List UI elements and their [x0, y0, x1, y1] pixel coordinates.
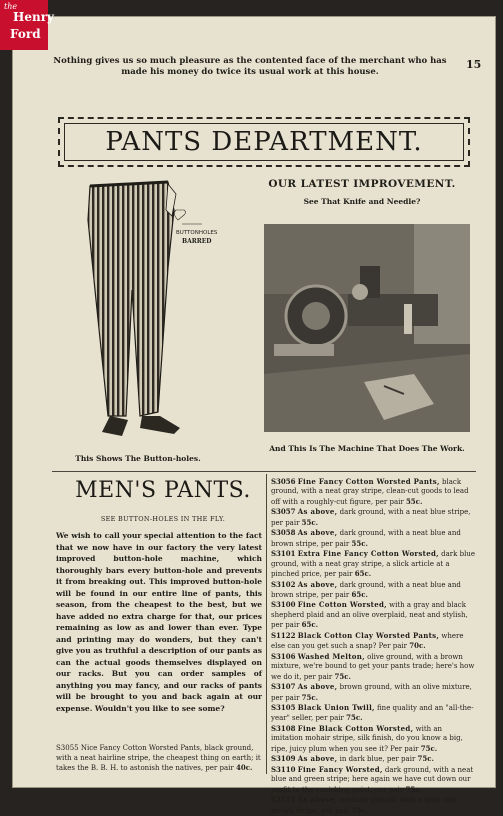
list-item	[271, 765, 475, 795]
list-item	[271, 682, 475, 703]
list-item	[271, 507, 475, 528]
column-divider	[266, 474, 267, 774]
item-name: As above,	[297, 754, 338, 764]
item-code: S3108	[271, 723, 296, 733]
item-code: S3106	[271, 651, 296, 661]
item-description: dark ground, with a neat blue and brown stripe, per pair	[271, 580, 461, 599]
page-number: 15	[466, 58, 482, 71]
item-description: fine quality and an "all-the-year" seller, per pair	[271, 703, 474, 723]
item-price: 75c.	[334, 671, 351, 681]
item-description: dark blue ground, with a neat gray stripe, a slick article at a pinched price, per pair	[271, 550, 475, 579]
logo-henry: Henry	[13, 10, 54, 24]
item-code: S3057	[271, 507, 296, 517]
mens-pants-subtitle: SEE BUTTON-HOLES IN THE FLY.	[100, 515, 226, 523]
item-code: S3101	[271, 549, 296, 559]
list-item	[271, 652, 475, 682]
machine-photo	[264, 224, 470, 432]
item-name: As above,	[297, 682, 338, 692]
item-price: 75c.	[351, 805, 368, 815]
item-code: S3107	[271, 682, 296, 692]
item-description: dark ground, with a neat blue stripe, per pair	[271, 508, 471, 527]
buttonhole-tag-line2: BARRED	[182, 238, 212, 245]
item-code: S3055	[56, 744, 79, 752]
item-description: with a gray and black shepherd plaid and an olive overplaid, neat and stylish, per pair	[271, 601, 468, 630]
item-name: As above,	[297, 795, 338, 805]
photo-caption: And This Is The Machine That Does The Work.	[269, 444, 465, 453]
item-code: S3110	[271, 764, 296, 774]
item-name: As above,	[297, 579, 338, 589]
item-name: Black Union Twill,	[297, 702, 375, 712]
item-name: Fine Cotton Worsted,	[297, 600, 387, 610]
department-banner	[58, 117, 470, 167]
list-item	[271, 703, 475, 724]
item-description: where else can you get such a snap? Per pair	[271, 631, 464, 651]
item-price: 55c.	[301, 517, 319, 527]
catalog-page	[12, 16, 496, 815]
item-code: S3058	[271, 528, 296, 538]
item-price: 75c.	[405, 784, 422, 794]
department-title: PANTS DEPARTMENT.	[64, 123, 464, 161]
buttonhole-tag-line1: BUTTONHOLES	[176, 230, 218, 236]
pointing-hand-icon	[174, 210, 185, 220]
item-code: S3109	[271, 754, 296, 764]
item-description: black ground, with a neat hairline stripe, the cheapest thing on earth; it takes the B. B. H. to astonish the natives, per pair	[56, 744, 261, 773]
item-name: Black Cotton Clay Worsted Pants,	[297, 630, 440, 640]
item-price: 75c.	[420, 743, 438, 753]
item-description: black ground, with a neat gray stripe, clean-cut goods to lead off with a roughly-cut figure, per pair	[271, 478, 469, 506]
item-description: olive ground, with a brown mixture, we're bound to get your pants trade; here's how we do it, per pair	[271, 652, 475, 681]
list-item	[271, 631, 475, 652]
item-code: S3100	[271, 600, 296, 610]
section-divider	[52, 471, 476, 472]
item-code: S3056	[271, 477, 296, 486]
list-item	[271, 600, 475, 630]
improvement-subtitle: See That Knife and Needle?	[303, 197, 421, 206]
list-item	[271, 477, 475, 507]
logo-ford: Ford	[10, 27, 41, 41]
list-item	[271, 795, 475, 816]
item-price: 65c.	[354, 569, 372, 579]
illustration-caption: This Shows The Button-holes.	[75, 454, 201, 463]
pants-illustration	[82, 180, 218, 452]
logo-the: the	[4, 2, 18, 11]
item-price: 75c.	[346, 713, 363, 723]
item-description: medium ground, with a gray and brown stripe, per pair	[271, 796, 456, 815]
item-name: Nice Fancy Cotton Worsted Pants,	[80, 744, 203, 752]
improvement-title: OUR LATEST IMPROVEMENT.	[268, 178, 456, 190]
mens-pants-intro: We wish to call your special attention to the fact that we now have in our factory the very latest improved button-hole machine, which thoroughly bars every button-hole and prevents it from breaking out. This improved button-hole will be found in our entire line of pants, this season, from the cheapest to the best, but we have added no extra charge for that, our prices remaining as low as and lower than ever. Type and printing may do wonders, but they can't give you as truthful a description of our pants as can the actual goods themselves displayed on our racks. But you can order samples of anything you may fancy, and our racks of pants will be brought to you and back again at our expense. Wouldn't you like to see some?	[56, 531, 262, 713]
item-price: 75c.	[301, 692, 319, 702]
item-code: S3111	[271, 795, 296, 805]
list-item	[271, 528, 475, 549]
list-item	[271, 754, 475, 764]
item-name: Washed Melton,	[297, 651, 365, 661]
henry-ford-logo	[0, 0, 54, 50]
list-item	[271, 724, 475, 754]
item-description: brown ground, with an olive mixture, per pair	[271, 683, 472, 702]
list-item	[56, 744, 262, 774]
item-price: 65c.	[301, 620, 319, 630]
item-code: S3105	[271, 702, 296, 712]
mens-pants-title: MEN'S PANTS.	[75, 478, 251, 503]
item-code: S1122	[271, 630, 296, 640]
item-description: dark ground, with a neat blue and green stripe; here again we have cut down our profit to the vanishing point, per pair	[271, 765, 474, 794]
item-price: 70c.	[409, 641, 426, 651]
header-tagline: Nothing gives us so much pleasure as the contented face of the merchant who has made his money do twice its usual work at this house.	[53, 56, 447, 77]
item-name: Fine Fancy Worsted,	[297, 764, 383, 774]
item-description: with an imitation mohair stripe, silk finish, do you know a big, ripe, juicy plum when you see it? Per pair	[271, 724, 463, 753]
item-name: Fine Black Cotton Worsted,	[297, 723, 414, 733]
item-price: 55c.	[405, 496, 423, 506]
item-name: As above,	[297, 528, 338, 538]
item-price: 75c.	[417, 754, 434, 764]
item-description: in dark blue, per pair	[339, 755, 416, 764]
item-name: Fine Fancy Cotton Worsted Pants,	[297, 477, 440, 486]
item-name: Extra Fine Fancy Cotton Worsted,	[297, 549, 439, 559]
item-price: 55c.	[351, 538, 368, 548]
item-code: S3102	[271, 579, 296, 589]
item-description: dark ground, with a neat blue and brown stripe, per pair	[271, 529, 461, 548]
list-item	[271, 580, 475, 601]
list-item	[271, 549, 475, 579]
item-price: 40c.	[235, 763, 253, 773]
price-list	[271, 477, 475, 816]
item-name: As above,	[297, 507, 338, 517]
item-price: 65c.	[351, 589, 368, 599]
